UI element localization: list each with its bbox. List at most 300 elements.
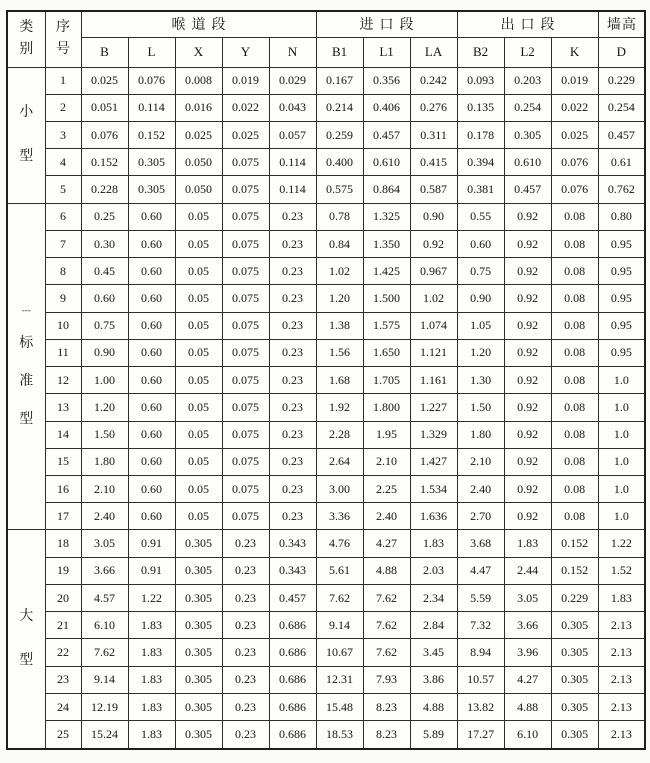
cell-value: 0.610 (504, 149, 551, 176)
cell-value: 1.0 (598, 394, 645, 421)
cell-serial-number: 20 (45, 584, 81, 611)
cell-value: 0.60 (457, 230, 504, 257)
cell-value: 0.305 (551, 639, 598, 666)
header-serial (45, 11, 81, 67)
cell-value: 0.075 (222, 448, 269, 475)
table-row (7, 612, 645, 639)
cell-value: 0.92 (504, 421, 551, 448)
cell-value: 0.075 (222, 367, 269, 394)
table-row (7, 666, 645, 693)
group-label-char: 大 (19, 609, 34, 625)
cell-value: 0.90 (457, 285, 504, 312)
table-row (7, 94, 645, 121)
cell-value: 1.83 (128, 666, 175, 693)
row-group-label-lines (8, 204, 45, 530)
cell-value: 0.022 (222, 94, 269, 121)
cell-value: 0.152 (81, 149, 128, 176)
cell-value: 2.64 (316, 448, 363, 475)
cell-value: 0.60 (128, 339, 175, 366)
cell-value: 4.27 (363, 530, 410, 557)
cell-value: 0.60 (81, 285, 128, 312)
cell-value: 0.075 (222, 339, 269, 366)
cell-value: 0.356 (363, 67, 410, 94)
cell-value: 1.83 (504, 530, 551, 557)
cell-value: 2.10 (81, 476, 128, 503)
cell-value: 1.705 (363, 367, 410, 394)
cell-value: 1.56 (316, 339, 363, 366)
cell-value: 0.08 (551, 258, 598, 285)
cell-value: 2.03 (410, 557, 457, 584)
cell-value: 1.161 (410, 367, 457, 394)
cell-value: 0.60 (128, 448, 175, 475)
table-row (7, 394, 645, 421)
col-header-B1: B1 (316, 37, 363, 67)
cell-value: 8.94 (457, 639, 504, 666)
col-header-X: X (175, 37, 222, 67)
cell-value: 0.23 (269, 367, 316, 394)
cell-value: 0.23 (222, 693, 269, 720)
table-row (7, 476, 645, 503)
cell-value: 0.203 (504, 67, 551, 94)
cell-value: 0.311 (410, 121, 457, 148)
cell-value: 0.55 (457, 203, 504, 230)
header-category (7, 11, 45, 67)
cell-value: 0.30 (81, 230, 128, 257)
cell-serial-number: 8 (45, 258, 81, 285)
cell-serial-number: 22 (45, 639, 81, 666)
cell-value: 1.121 (410, 339, 457, 366)
cell-value: 4.88 (504, 693, 551, 720)
cell-value: 0.08 (551, 367, 598, 394)
cell-value: 7.32 (457, 612, 504, 639)
cell-value: 0.043 (269, 94, 316, 121)
cell-value: 17.27 (457, 721, 504, 749)
cell-value: 0.23 (222, 557, 269, 584)
cell-value: 1.350 (363, 230, 410, 257)
cell-value: 3.96 (504, 639, 551, 666)
cell-value: 0.381 (457, 176, 504, 203)
cell-value: 0.305 (175, 721, 222, 749)
cell-value: 3.05 (504, 584, 551, 611)
cell-value: 0.23 (269, 230, 316, 257)
col-header-D: D (598, 37, 645, 67)
cell-value: 12.31 (316, 666, 363, 693)
cell-value: 1.329 (410, 421, 457, 448)
cell-value: 10.67 (316, 639, 363, 666)
header-category-line2: 别 (19, 42, 34, 58)
cell-value: 2.13 (598, 639, 645, 666)
cell-value: 1.80 (81, 448, 128, 475)
cell-value: 0.022 (551, 94, 598, 121)
cell-value: 3.68 (457, 530, 504, 557)
cell-value: 0.25 (81, 203, 128, 230)
cell-value: 1.83 (410, 530, 457, 557)
col-header-L: L (128, 37, 175, 67)
cell-value: 0.23 (269, 503, 316, 530)
cell-value: 1.38 (316, 312, 363, 339)
cell-value: 0.305 (551, 721, 598, 749)
cell-value: 0.23 (269, 285, 316, 312)
cell-value: 0.08 (551, 312, 598, 339)
cell-serial-number: 24 (45, 693, 81, 720)
cell-value: 1.05 (457, 312, 504, 339)
cell-value: 1.20 (316, 285, 363, 312)
cell-value: 0.23 (222, 584, 269, 611)
cell-value: 0.60 (128, 394, 175, 421)
cell-value: 0.75 (457, 258, 504, 285)
cell-value: 0.967 (410, 258, 457, 285)
row-group-label (7, 530, 45, 749)
cell-value: 7.62 (81, 639, 128, 666)
cell-value: 0.610 (363, 149, 410, 176)
cell-value: 0.08 (551, 394, 598, 421)
header-wall-height: 墙高 (598, 11, 645, 37)
cell-serial-number: 23 (45, 666, 81, 693)
cell-serial-number: 11 (45, 339, 81, 366)
cell-value: 0.008 (175, 67, 222, 94)
group-label-char: 小 (19, 105, 34, 121)
cell-value: 0.08 (551, 503, 598, 530)
cell-value: 0.60 (128, 367, 175, 394)
cell-value: 0.075 (222, 312, 269, 339)
cell-value: 0.23 (269, 448, 316, 475)
cell-value: 3.36 (316, 503, 363, 530)
cell-value: 0.08 (551, 285, 598, 312)
cell-value: 0.05 (175, 503, 222, 530)
col-header-N: N (269, 37, 316, 67)
cell-value: 0.050 (175, 176, 222, 203)
row-group-label (7, 67, 45, 203)
cell-value: 0.60 (128, 203, 175, 230)
cell-value: 0.60 (128, 230, 175, 257)
cell-value: 0.05 (175, 285, 222, 312)
cell-value: 0.254 (504, 94, 551, 121)
cell-value: 0.95 (598, 258, 645, 285)
cell-value: 0.08 (551, 203, 598, 230)
cell-value: 0.686 (269, 693, 316, 720)
cell-value: 0.016 (175, 94, 222, 121)
cell-value: 2.40 (81, 503, 128, 530)
col-header-B2: B2 (457, 37, 504, 67)
cell-value: 0.61 (598, 149, 645, 176)
cell-value: 0.075 (222, 203, 269, 230)
cell-value: 0.23 (222, 639, 269, 666)
group-label-char: 型 (19, 149, 34, 165)
cell-serial-number: 18 (45, 530, 81, 557)
cell-value: 0.95 (598, 339, 645, 366)
cell-value: 1.20 (81, 394, 128, 421)
cell-value: 1.0 (598, 367, 645, 394)
cell-value: 0.60 (128, 258, 175, 285)
cell-serial-number: 14 (45, 421, 81, 448)
table-row (7, 285, 645, 312)
header-category-line1: 类 (19, 20, 34, 36)
cell-value: 0.242 (410, 67, 457, 94)
cell-serial-number: 19 (45, 557, 81, 584)
cell-value: 1.50 (81, 421, 128, 448)
cell-value: 0.60 (128, 476, 175, 503)
cell-serial-number: 13 (45, 394, 81, 421)
cell-value: 2.25 (363, 476, 410, 503)
cell-value: 1.534 (410, 476, 457, 503)
cell-value: 0.23 (269, 312, 316, 339)
group-label-char: 型 (19, 411, 34, 427)
cell-value: 4.57 (81, 584, 128, 611)
cell-value: 0.076 (128, 67, 175, 94)
cell-value: 0.025 (175, 121, 222, 148)
cell-value: 1.636 (410, 503, 457, 530)
cell-value: 0.45 (81, 258, 128, 285)
cell-value: 0.075 (222, 503, 269, 530)
cell-value: 5.59 (457, 584, 504, 611)
cell-value: 0.23 (269, 258, 316, 285)
cell-value: 1.83 (128, 639, 175, 666)
col-header-L2: L2 (504, 37, 551, 67)
cell-value: 1.800 (363, 394, 410, 421)
cell-value: 0.276 (410, 94, 457, 121)
cell-value: 0.23 (222, 612, 269, 639)
cell-value: 0.78 (316, 203, 363, 230)
cell-value: 0.95 (598, 312, 645, 339)
cell-value: 0.05 (175, 367, 222, 394)
cell-value: 0.075 (222, 285, 269, 312)
cell-value: 0.167 (316, 67, 363, 94)
cell-value: 1.92 (316, 394, 363, 421)
table-row (7, 230, 645, 257)
cell-value: 1.325 (363, 203, 410, 230)
cell-value: 2.34 (410, 584, 457, 611)
cell-value: 1.0 (598, 503, 645, 530)
group-label-dashes: --- (21, 304, 31, 315)
cell-value: 0.60 (128, 503, 175, 530)
cell-value: 0.08 (551, 421, 598, 448)
cell-value: 0.90 (410, 203, 457, 230)
table-row (7, 121, 645, 148)
cell-value: 0.95 (598, 230, 645, 257)
cell-value: 0.05 (175, 312, 222, 339)
cell-value: 6.10 (81, 612, 128, 639)
cell-value: 0.343 (269, 530, 316, 557)
cell-serial-number: 10 (45, 312, 81, 339)
cell-value: 0.80 (598, 203, 645, 230)
table-body (7, 67, 645, 749)
cell-value: 0.75 (81, 312, 128, 339)
cell-value: 0.305 (175, 639, 222, 666)
cell-value: 7.62 (363, 612, 410, 639)
cell-value: 2.40 (457, 476, 504, 503)
cell-value: 0.076 (551, 176, 598, 203)
cell-value: 0.305 (175, 557, 222, 584)
cell-value: 4.47 (457, 557, 504, 584)
cell-value: 0.92 (504, 394, 551, 421)
cell-value: 1.80 (457, 421, 504, 448)
cell-value: 0.08 (551, 448, 598, 475)
group-label-char: 标 (19, 335, 34, 351)
cell-value: 0.076 (551, 149, 598, 176)
cell-value: 1.074 (410, 312, 457, 339)
cell-value: 0.025 (551, 121, 598, 148)
cell-value: 0.92 (504, 448, 551, 475)
cell-serial-number: 21 (45, 612, 81, 639)
cell-value: 0.92 (504, 258, 551, 285)
cell-serial-number: 6 (45, 203, 81, 230)
cell-value: 0.457 (504, 176, 551, 203)
cell-value: 0.08 (551, 339, 598, 366)
cell-value: 7.93 (363, 666, 410, 693)
cell-value: 0.60 (128, 285, 175, 312)
table-row (7, 448, 645, 475)
cell-value: 0.60 (128, 421, 175, 448)
cell-value: 0.152 (551, 530, 598, 557)
cell-value: 0.259 (316, 121, 363, 148)
cell-value: 0.05 (175, 339, 222, 366)
cell-value: 0.08 (551, 476, 598, 503)
row-group-label-lines (8, 68, 45, 203)
col-header-L1: L1 (363, 37, 410, 67)
cell-value: 1.83 (128, 721, 175, 749)
cell-value: 0.92 (504, 230, 551, 257)
cell-value: 0.075 (222, 421, 269, 448)
cell-value: 8.23 (363, 721, 410, 749)
cell-serial-number: 12 (45, 367, 81, 394)
cell-value: 3.66 (81, 557, 128, 584)
cell-value: 0.050 (175, 149, 222, 176)
cell-value: 1.50 (457, 394, 504, 421)
cell-value: 0.23 (222, 666, 269, 693)
cell-value: 4.88 (410, 693, 457, 720)
cell-value: 3.05 (81, 530, 128, 557)
cell-serial-number: 17 (45, 503, 81, 530)
cell-value: 7.62 (316, 584, 363, 611)
cell-value: 12.19 (81, 693, 128, 720)
table-row (7, 639, 645, 666)
cell-value: 2.13 (598, 666, 645, 693)
cell-value: 0.051 (81, 94, 128, 121)
cell-value: 1.427 (410, 448, 457, 475)
cell-value: 0.92 (504, 203, 551, 230)
cell-value: 0.23 (269, 203, 316, 230)
cell-value: 0.84 (316, 230, 363, 257)
cell-value: 0.686 (269, 721, 316, 749)
cell-value: 15.24 (81, 721, 128, 749)
table-row (7, 584, 645, 611)
cell-value: 2.84 (410, 612, 457, 639)
cell-value: 2.10 (363, 448, 410, 475)
cell-value: 0.575 (316, 176, 363, 203)
cell-value: 0.178 (457, 121, 504, 148)
cell-value: 0.457 (269, 584, 316, 611)
col-header-B: B (81, 37, 128, 67)
cell-value: 0.23 (222, 530, 269, 557)
cell-value: 3.86 (410, 666, 457, 693)
cell-value: 0.457 (363, 121, 410, 148)
cell-value: 0.343 (269, 557, 316, 584)
cell-value: 1.02 (316, 258, 363, 285)
cell-value: 1.83 (128, 612, 175, 639)
cell-value: 1.30 (457, 367, 504, 394)
cell-value: 0.762 (598, 176, 645, 203)
cell-value: 0.229 (598, 67, 645, 94)
cell-value: 0.05 (175, 394, 222, 421)
cell-value: 2.13 (598, 721, 645, 749)
cell-value: 1.00 (81, 367, 128, 394)
cell-value: 0.05 (175, 448, 222, 475)
cell-value: 0.152 (128, 121, 175, 148)
table-row (7, 367, 645, 394)
cell-value: 1.83 (128, 693, 175, 720)
col-header-K: K (551, 37, 598, 67)
cell-value: 0.135 (457, 94, 504, 121)
cell-value: 0.305 (175, 612, 222, 639)
cell-value: 0.305 (175, 584, 222, 611)
group-label-char: 型 (19, 653, 34, 669)
cell-value: 0.05 (175, 203, 222, 230)
cell-value: 1.575 (363, 312, 410, 339)
cell-value: 0.91 (128, 530, 175, 557)
cell-value: 0.075 (222, 230, 269, 257)
cell-value: 18.53 (316, 721, 363, 749)
cell-value: 5.61 (316, 557, 363, 584)
table-row (7, 312, 645, 339)
cell-serial-number: 16 (45, 476, 81, 503)
cell-value: 0.95 (598, 285, 645, 312)
cell-value: 0.08 (551, 230, 598, 257)
cell-value: 0.057 (269, 121, 316, 148)
cell-value: 1.52 (598, 557, 645, 584)
cell-value: 1.227 (410, 394, 457, 421)
cell-value: 2.13 (598, 693, 645, 720)
cell-value: 0.864 (363, 176, 410, 203)
cell-value: 0.019 (222, 67, 269, 94)
cell-value: 0.305 (175, 693, 222, 720)
cell-value: 0.05 (175, 230, 222, 257)
cell-value: 9.14 (81, 666, 128, 693)
row-group-label (7, 203, 45, 530)
cell-value: 0.305 (551, 693, 598, 720)
column-letters-row (7, 37, 645, 67)
cell-value: 0.92 (504, 476, 551, 503)
cell-value: 1.68 (316, 367, 363, 394)
cell-value: 0.92 (410, 230, 457, 257)
cell-value: 0.686 (269, 639, 316, 666)
cell-value: 5.89 (410, 721, 457, 749)
row-group-label-lines (8, 530, 45, 748)
cell-value: 0.019 (551, 67, 598, 94)
cell-value: 1.0 (598, 448, 645, 475)
cell-value: 0.305 (551, 666, 598, 693)
cell-value: 0.457 (598, 121, 645, 148)
cell-value: 0.305 (175, 530, 222, 557)
table-row (7, 149, 645, 176)
cell-value: 0.90 (81, 339, 128, 366)
cell-value: 4.88 (363, 557, 410, 584)
cell-value: 0.400 (316, 149, 363, 176)
table-row (7, 203, 645, 230)
cell-value: 0.075 (222, 258, 269, 285)
cell-value: 0.394 (457, 149, 504, 176)
table-row (7, 693, 645, 720)
table-row (7, 530, 645, 557)
cell-value: 0.92 (504, 503, 551, 530)
cell-value: 0.075 (222, 394, 269, 421)
cell-value: 0.305 (504, 121, 551, 148)
cell-serial-number: 3 (45, 121, 81, 148)
cell-value: 1.0 (598, 476, 645, 503)
cell-serial-number: 9 (45, 285, 81, 312)
cell-value: 0.415 (410, 149, 457, 176)
cell-value: 0.114 (269, 149, 316, 176)
cell-value: 0.305 (128, 149, 175, 176)
